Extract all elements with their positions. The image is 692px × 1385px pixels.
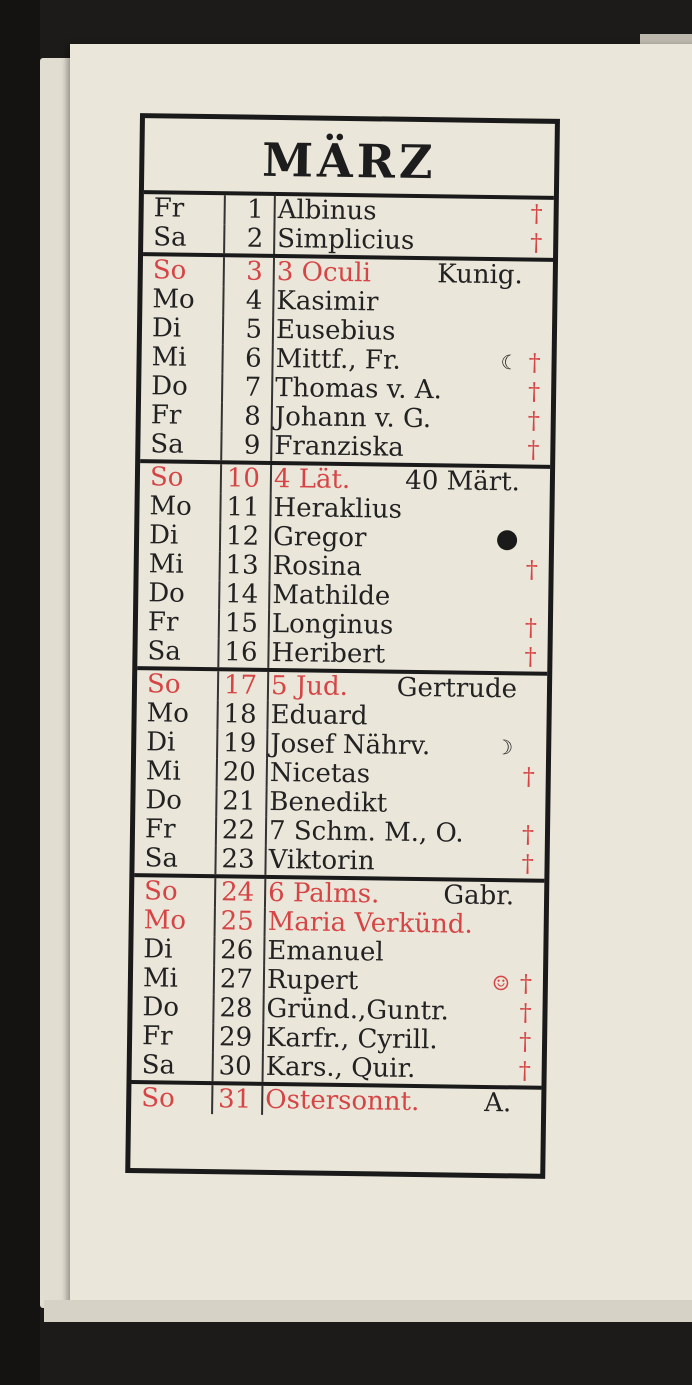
day-row (137, 637, 547, 672)
column-divider (265, 788, 267, 817)
saint-name: Josef Nährv. (270, 728, 431, 762)
saint-name: Karfr., Cyrill. (265, 1022, 438, 1056)
column-divider (264, 908, 266, 937)
day-number: 21 (222, 786, 256, 817)
weekday-label: So (149, 462, 184, 493)
last-quarter-icon: ☾ (500, 350, 519, 375)
day-number: 12 (225, 521, 260, 552)
day-number: 10 (226, 463, 261, 494)
weekday-label: Do (142, 992, 180, 1023)
column-divider (269, 523, 271, 552)
day-number: 18 (223, 699, 257, 730)
fasting-cross-icon: † (524, 613, 538, 642)
month-title: MÄRZ (144, 118, 555, 200)
saint-name: Mathilde (272, 579, 391, 612)
column-divider (273, 225, 275, 254)
day-number: 25 (220, 906, 254, 937)
week-block (131, 877, 544, 1090)
saint-name: Viktorin (268, 844, 375, 877)
page-edge (44, 1300, 692, 1322)
day-number: 15 (224, 608, 259, 639)
day-number: 22 (221, 815, 256, 846)
weekday-label: Do (145, 785, 183, 816)
day-row (132, 1051, 542, 1086)
column-divider (272, 316, 274, 345)
day-number: 23 (221, 844, 255, 875)
column-divider (263, 966, 265, 995)
weekday-label: Mi (145, 756, 181, 787)
saint-name: Longinus (271, 608, 394, 641)
week-block (143, 194, 554, 262)
day-number: 28 (219, 993, 253, 1024)
saint-name: Franziska (274, 430, 404, 463)
weekday-label: Mo (152, 284, 195, 315)
calendar-frame (125, 113, 560, 1179)
saint-name: Heraklius (273, 492, 403, 525)
fasting-cross-icon: † (527, 377, 541, 406)
day-number: 20 (222, 757, 257, 788)
weekday-label: Sa (150, 429, 184, 460)
saint-name: Simplicius (277, 223, 415, 256)
first-quarter-icon: ☽ (495, 735, 514, 760)
weekday-label: Di (151, 313, 182, 344)
fasting-cross-icon: † (521, 820, 535, 849)
day-number: 7 (244, 372, 262, 403)
day-number: 11 (226, 492, 260, 523)
weekday-label: Mo (143, 905, 187, 936)
weekday-label: Do (150, 371, 188, 402)
fasting-cross-icon: † (527, 435, 540, 464)
saint-name: Gregor (272, 521, 367, 554)
weekday-label: Fr (141, 1021, 173, 1052)
column-divider (268, 610, 270, 639)
day-row (143, 223, 553, 258)
weekday-label: Di (146, 727, 176, 758)
day-number: 4 (245, 285, 263, 316)
column-divider (273, 196, 275, 225)
week-block (140, 256, 553, 469)
saint-name: Ostersonnt. (265, 1084, 420, 1118)
fasting-cross-icon: † (519, 969, 533, 998)
day-number: 6 (244, 343, 262, 374)
weekday-label: Sa (141, 1050, 176, 1081)
weekday-label: Mi (151, 342, 187, 373)
weekday-label: Di (148, 520, 179, 551)
saint-name: 4 Lät. (273, 463, 351, 496)
column-divider (266, 701, 268, 730)
column-divider (262, 1024, 264, 1053)
column-divider (269, 494, 271, 523)
column-divider (270, 432, 272, 461)
weekday-label: Fr (150, 400, 182, 431)
fasting-cross-icon: † (524, 642, 537, 671)
fasting-cross-icon: † (518, 1027, 532, 1056)
weekday-label: Do (148, 578, 186, 609)
weekday-label: Di (143, 934, 173, 965)
extra-feast: Gertrude (396, 672, 518, 705)
week-block (137, 463, 550, 676)
saint-name: Eduard (270, 699, 368, 732)
saint-name: Johann v. G. (274, 401, 432, 435)
extra-feast: Gabr. (443, 880, 515, 912)
fasting-cross-icon: † (519, 998, 532, 1027)
saint-name: 5 Jud. (270, 670, 349, 703)
week-block (134, 670, 547, 883)
weekday-label: So (143, 876, 178, 907)
column-divider (268, 581, 270, 610)
saint-name: 3 Oculi (276, 256, 372, 289)
weekday-label: Fr (153, 193, 185, 224)
saint-name: Gründ.,Guntr. (266, 993, 450, 1027)
saint-name: Maria Verkünd. (267, 906, 473, 940)
saint-name: 7 Schm. M., O. (268, 815, 464, 849)
day-number: 5 (245, 314, 263, 345)
weekday-label: Fr (144, 814, 176, 845)
column-divider (262, 995, 264, 1024)
fasting-cross-icon: † (525, 555, 538, 584)
fasting-cross-icon: † (528, 348, 541, 377)
weekday-label: Mi (148, 549, 184, 580)
weekday-label: Mo (149, 491, 193, 522)
saint-name: 6 Palms. (267, 877, 380, 910)
day-number: 30 (218, 1051, 252, 1082)
saint-name: Eusebius (275, 314, 396, 347)
fasting-cross-icon: † (521, 849, 534, 878)
column-divider (271, 374, 273, 403)
saint-name: Nicetas (269, 757, 371, 790)
day-number: 9 (243, 430, 261, 461)
background-shadow (0, 0, 40, 1385)
fasting-cross-icon: † (530, 228, 543, 257)
saint-name: Kars., Quir. (265, 1051, 416, 1085)
day-row (140, 430, 550, 465)
saint-name: Rosina (272, 550, 363, 583)
fasting-cross-icon: † (522, 762, 535, 791)
week-block (131, 1084, 541, 1119)
column-divider (266, 759, 268, 788)
weekday-label: So (141, 1083, 175, 1114)
day-number: 26 (220, 935, 254, 966)
column-divider (269, 552, 271, 581)
saint-name: Kasimir (276, 285, 379, 318)
weekday-label: Sa (153, 222, 187, 253)
full-moon-icon: ☺ (491, 971, 511, 996)
day-number: 29 (218, 1022, 253, 1053)
day-number: 17 (223, 670, 258, 701)
day-number: 3 (246, 256, 264, 287)
column-divider (264, 846, 266, 875)
day-number: 24 (220, 877, 255, 908)
fasting-cross-icon: † (527, 406, 540, 435)
weekday-label: Sa (147, 636, 182, 667)
column-divider (267, 672, 269, 701)
day-number: 27 (219, 964, 254, 995)
extra-feast: 40 Märt. (405, 465, 521, 498)
day-row (134, 844, 544, 879)
day-number: 13 (225, 550, 259, 581)
weekday-label: Mi (142, 963, 179, 994)
column-divider (271, 403, 273, 432)
weekday-label: Sa (144, 843, 179, 874)
column-divider (263, 937, 265, 966)
day-number: 16 (224, 637, 258, 668)
fasting-cross-icon: † (518, 1056, 531, 1085)
column-divider (261, 1086, 263, 1115)
column-divider (273, 258, 275, 287)
saint-name: Rupert (266, 964, 359, 997)
column-divider (265, 817, 267, 846)
column-divider (267, 639, 269, 668)
day-number: 19 (222, 728, 257, 759)
day-number: 14 (225, 579, 259, 610)
weekday-label: Fr (147, 607, 179, 638)
weekday-label: So (146, 669, 181, 700)
saint-name: Benedikt (269, 786, 388, 819)
weekday-label: Mo (146, 698, 190, 729)
column-divider (271, 345, 273, 374)
new-moon-icon (497, 530, 517, 550)
day-number: 2 (246, 223, 264, 254)
weeks-container (131, 194, 554, 1119)
saint-name: Heribert (271, 637, 386, 670)
column-divider (262, 1053, 264, 1082)
column-divider (272, 287, 274, 316)
extra-feast: A. (483, 1087, 512, 1119)
column-divider (266, 730, 268, 759)
extra-feast: Kunig. (437, 259, 524, 291)
saint-name: Mittf., Fr. (275, 343, 402, 376)
column-divider (264, 879, 266, 908)
saint-name: Emanuel (267, 935, 384, 968)
day-number: 31 (217, 1084, 252, 1115)
weekday-label: So (152, 255, 187, 286)
day-row (131, 1084, 541, 1119)
column-divider (270, 465, 272, 494)
fasting-cross-icon: † (530, 199, 543, 228)
day-number: 8 (244, 401, 262, 432)
saint-name: Albinus (277, 195, 377, 227)
day-number: 1 (246, 194, 264, 225)
saint-name: Thomas v. A. (274, 372, 443, 406)
